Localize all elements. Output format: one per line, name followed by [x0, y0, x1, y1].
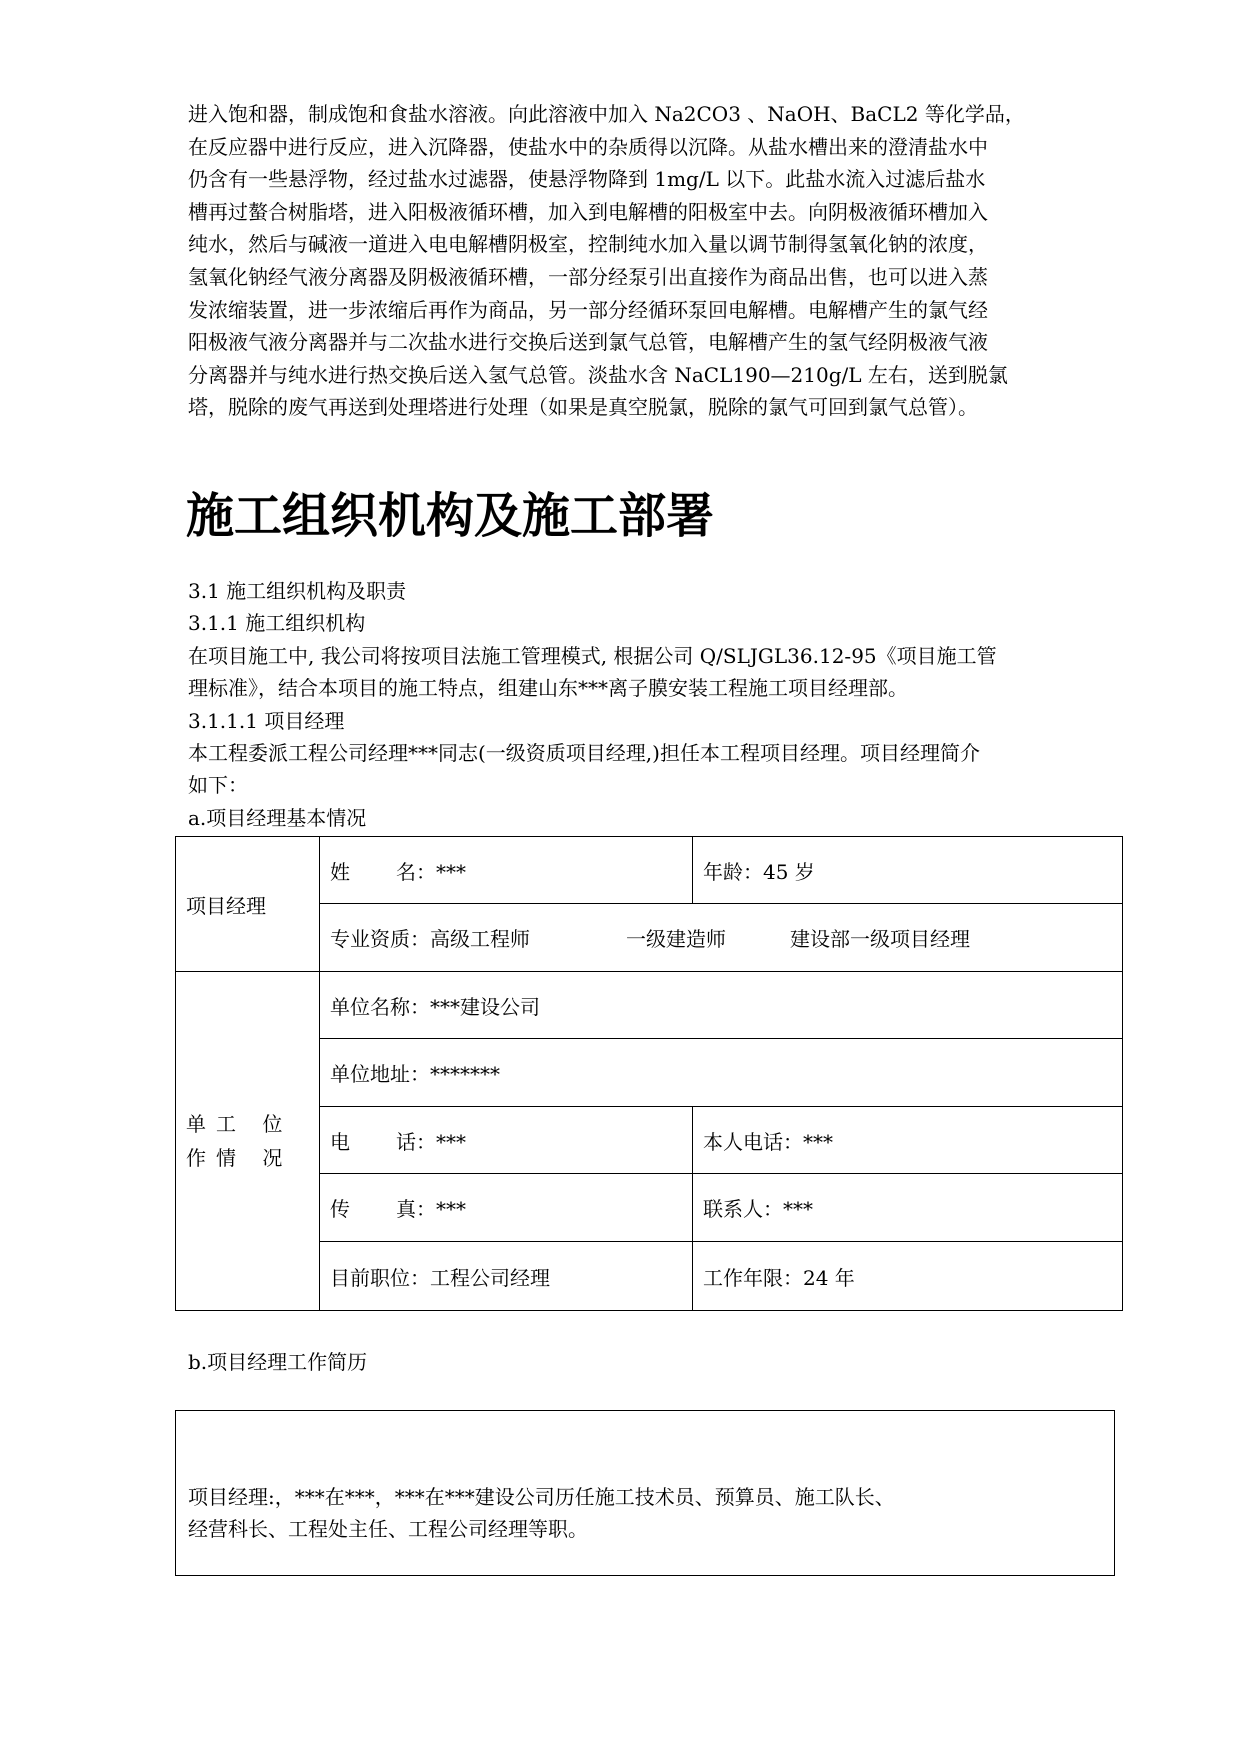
fax-cell	[320, 1174, 693, 1242]
intro-paragraph	[188, 98, 1054, 424]
row-label-unit-info: 单工 位作情 况	[176, 972, 320, 1311]
contact-cell: 联系人：***	[693, 1174, 1123, 1242]
resume-line-1: 项目经理:，***在***，***在***建设公司历任施工技术员、预算员、施工队长、	[188, 1485, 895, 1509]
name-label: 姓	[330, 859, 350, 884]
intro-line: 分离器并与纯水进行热交换后送入氢气总管。淡盐水含 NaCL190—210g/L 左右，送到脱氯	[188, 362, 1008, 387]
table-a-caption: a.项目经理基本情况	[188, 806, 367, 830]
intro-line: 仍含有一些悬浮物，经过盐水过滤器，使悬浮物降到 1mg/L 以下。此盐水流入过滤后盐水	[188, 167, 986, 192]
years-cell: 工作年限：24 年	[693, 1242, 1123, 1311]
intro-line: 进入饱和器，制成饱和食盐水溶液。向此溶液中加入 Na2CO3 、NaOH、BaCL2 等化学品，	[188, 102, 1025, 126]
intro-line: 槽再过螯合树脂塔，进入阳极液循环槽，加入到电解槽的阳极室中去。向阴极液循环槽加入	[188, 199, 988, 224]
fax-value: 真：***	[396, 1197, 466, 1221]
org-paragraph-line-1: 在项目施工中, 我公司将按项目法施工管理模式, 根据公司 Q/SLJGL36.12-95《项目施工管	[188, 644, 997, 668]
phone-label: 电	[330, 1129, 350, 1154]
pm-paragraph-line-1: 本工程委派工程公司经理***同志(一级资质项目经理,)担任本工程项目经理。项目经理简介	[188, 741, 980, 765]
qualification-cell	[320, 904, 1123, 972]
intro-line: 纯水，然后与碱液一道进入电电解槽阴极室，控制纯水加入量以调节制得氢氧化钠的浓度，	[188, 232, 988, 257]
position-cell: 目前职位：工程公司经理	[320, 1242, 693, 1311]
resume-line-2: 经营科长、工程处主任、工程公司经理等职。	[188, 1517, 588, 1541]
qualification-label: 专业资质：高级工程师	[330, 927, 530, 951]
pm-paragraph-line-2: 如下：	[188, 773, 248, 797]
qualification-constructor: 一级建造师	[626, 927, 726, 951]
org-paragraph-line-2: 理标准》，结合本项目的施工特点，组建山东***离子膜安装工程施工项目经理部。	[188, 676, 908, 700]
section-3-1-1: 3.1.1 施工组织机构	[188, 611, 366, 635]
phone-value: 话：***	[396, 1129, 466, 1154]
intro-line: 在反应器中进行反应，进入沉降器，使盐水中的杂质得以沉降。从盐水槽出来的澄清盐水中	[188, 134, 988, 159]
name-value: 名：***	[396, 859, 466, 884]
section-3-1-1-1: 3.1.1.1 项目经理	[188, 709, 345, 733]
resume-box	[175, 1410, 1115, 1576]
section-3-1: 3.1 施工组织机构及职责	[188, 579, 407, 603]
project-manager-info-table	[175, 836, 1123, 1311]
table-b-caption: b.项目经理工作简历	[188, 1350, 368, 1374]
name-cell	[320, 837, 693, 904]
intro-line: 塔，脱除的废气再送到处理塔进行处理（如果是真空脱氯，脱除的氯气可回到氯气总管）。	[188, 395, 978, 420]
age-cell: 年龄：45 岁	[693, 837, 1123, 904]
unit-name-cell: 单位名称：***建设公司	[320, 972, 1123, 1039]
intro-line: 氢氧化钠经气液分离器及阴极液循环槽，一部分经泵引出直接作为商品出售，也可以进入蒸	[188, 264, 988, 289]
intro-line: 发浓缩装置，进一步浓缩后再作为商品，另一部分经循环泵回电解槽。电解槽产生的氯气经	[188, 297, 988, 322]
phone-cell	[320, 1107, 693, 1174]
qualification-pm: 建设部一级项目经理	[790, 927, 970, 951]
own-phone-cell: 本人电话：***	[693, 1107, 1123, 1174]
row-label-project-manager: 项目经理	[176, 837, 320, 972]
chapter-heading: 施工组织机构及施工部署	[186, 488, 715, 544]
fax-label: 传	[330, 1197, 350, 1221]
unit-address-cell: 单位地址：*******	[320, 1039, 1123, 1107]
intro-line: 阳极液气液分离器并与二次盐水进行交换后送到氯气总管，电解槽产生的氢气经阴极液气液	[188, 330, 988, 355]
